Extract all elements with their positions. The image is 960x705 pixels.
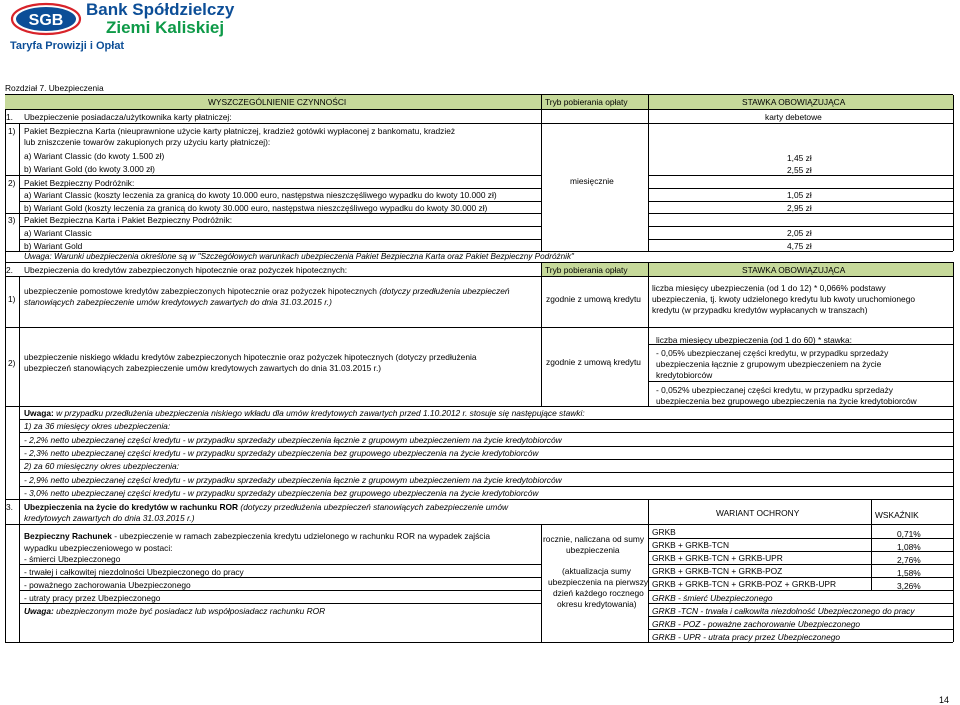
- variant-rate: 2,76%: [897, 555, 921, 565]
- header-col-services: WYSZCZEGÓLNIENIE CZYNNOŚCI: [208, 97, 347, 107]
- s3-note-head: Uwaga:: [24, 606, 54, 616]
- s3-risk3: - poważnego zachorowania Ubezpieczonego: [24, 580, 191, 590]
- s3-col-variant: WARIANT OCHRONY: [716, 508, 800, 518]
- doc-title: Taryfa Prowizji i Opłat: [10, 40, 125, 52]
- s2-r2-num: 2): [8, 358, 16, 368]
- s3-risk1: - śmierci Ubezpieczonego: [24, 554, 121, 564]
- s2-note-2: - 2,2% netto ubezpieczanej części kredytu - w przypadku sprzedaży ubezpieczenia łącznie z grupowym ubezpieczeniem na życie kredytobiorców: [24, 435, 562, 445]
- s2-note-4: 2) za 60 miesięczny okres ubezpieczenia:: [24, 461, 180, 471]
- s1-num: 1.: [6, 112, 13, 122]
- s2-r1-rate3: kredytu (w przypadku kredytów wypłacanych w transzach): [652, 305, 868, 315]
- s2-r1-line1-italic: (dotyczy przedłużenia ubezpieczeń: [379, 286, 510, 296]
- variant-name: GRKB: [652, 527, 676, 537]
- s3-note: [24, 606, 325, 616]
- s1-p2b: b) Wariant Gold (koszty leczenia za granicą do kwoty 30.000 euro, następstwa nieszczęśliwego wypadku do kwoty 30.000 zł): [24, 203, 488, 213]
- s2-r2-mode: zgodnie z umową kredytu: [546, 357, 641, 367]
- s1-p2a-rate: 1,05 zł: [787, 190, 812, 200]
- s1-p3a: a) Wariant Classic: [24, 228, 92, 238]
- s2-title: Ubezpieczenia do kredytów zabezpieczonych hipotecznie oraz pożyczek hipotecznych:: [24, 265, 348, 275]
- s1-p3a-rate: 2,05 zł: [787, 228, 812, 238]
- header-col-rates: STAWKA OBOWIĄZUJĄCA: [742, 97, 846, 107]
- s3-title: [24, 502, 508, 512]
- s1-subhead: karty debetowe: [765, 112, 822, 122]
- s2-r2-head: liczba miesięcy ubezpieczenia (od 1 do 60) * stawka:: [656, 335, 852, 345]
- variant-rate: 1,58%: [897, 568, 921, 578]
- s3-mode-6: okresu kredytowania): [557, 599, 637, 609]
- s3-mode-1: rocznie, naliczana od sumy: [543, 534, 645, 544]
- s2-r2-rate-b1: - 0,052% ubezpieczanej części kredytu, w przypadku sprzedaży: [656, 385, 893, 395]
- s1-p3-num: 3): [8, 215, 16, 225]
- s2-r1-rate1: liczba miesięcy ubezpieczenia (od 1 do 12) * 0,066% podstawy: [652, 283, 886, 293]
- variant-rate: 1,08%: [897, 542, 921, 552]
- s2-note-3: - 2,3% netto ubezpieczanej części kredytu - w przypadku sprzedaży ubezpieczenia bez grupowego ubezpieczenia na życie kredytobiorców: [24, 448, 539, 458]
- s2-r1-num: 1): [8, 294, 16, 304]
- s2-note: [24, 408, 585, 418]
- variant-divider: [648, 538, 953, 539]
- s2-note-5: - 2,9% netto ubezpieczanej części kredytu - w przypadku sprzedaży ubezpieczenia łącznie z grupowym ubezpieczeniem na życie kredytobiorców: [24, 475, 562, 485]
- variant-divider: [648, 577, 953, 578]
- bank-logo: [10, 2, 82, 36]
- variant-name: GRKB + GRKB-TCN + GRKB-POZ: [652, 566, 783, 576]
- bank-name-line2: Ziemi Kaliskiej: [106, 18, 225, 37]
- s3-desc-bold: Bezpieczny Rachunek: [24, 531, 112, 541]
- s1-p2a: a) Wariant Classic (koszty leczenia za granicą do kwoty 10.000 euro, następstwa nieszczęśliwego wypadku do kwoty 10.000 zł): [24, 190, 497, 200]
- s3-title-line2: kredytowych zawartych do dnia 31.03.2015 r.): [24, 513, 195, 523]
- s2-r1-rate2: ubezpieczenia, tj. kwoty udzielonego kredytu lub kwoty uruchomionego: [652, 294, 916, 304]
- s3-mode-4: ubezpieczenia na pierwszy: [548, 577, 649, 587]
- s1-p1a: a) Wariant Classic (do kwoty 1.500 zł): [24, 151, 165, 161]
- s2-r2-line1: ubezpieczenie niskiego wkładu kredytów zabezpieczonych hipotecznie oraz pożyczek hipotecznych (dotyczy przedłużenia: [24, 352, 477, 362]
- variant-divider: [648, 590, 953, 591]
- s2-note-1: 1) za 36 miesięcy okres ubezpieczenia:: [24, 421, 171, 431]
- s2-note-head: Uwaga:: [24, 408, 54, 418]
- s1-p2-num: 2): [8, 178, 16, 188]
- s1-p1b: b) Wariant Gold (do kwoty 3.000 zł): [24, 164, 155, 174]
- s3-legend-2: GRKB -TCN - trwała i całkowita niezdolność Ubezpieczonego do pracy: [652, 606, 915, 616]
- variant-name: GRKB + GRKB-TCN + GRKB-POZ + GRKB-UPR: [652, 579, 837, 589]
- s1-title: Ubezpieczenie posiadacza/użytkownika karty płatniczej:: [24, 112, 232, 122]
- s1-mode: miesięcznie: [570, 176, 614, 186]
- s2-note-6: - 3,0% netto ubezpieczanej części kredytu - w przypadku sprzedaży ubezpieczenia bez grupowego ubezpieczenia na życie kredytobiorców: [24, 488, 539, 498]
- header-col-mode: Tryb pobierania opłaty: [545, 97, 628, 107]
- s3-note-text: ubezpieczonym może być posiadacz lub współposiadacz rachunku ROR: [53, 606, 326, 616]
- s2-note-text: w przypadku przedłużenia ubezpieczenia niskiego wkładu dla umów kredytowych zawartych przed 1.10.2012 r. stosuje się następujące stawki:: [53, 408, 585, 418]
- s2-r2-rate-b2: ubezpieczenia bez grupowego ubezpieczenia na życie kredytobiorców: [656, 396, 917, 406]
- s1-p1-line2: lub zniszczenie towarów zakupionych przy użyciu karty płatniczej):: [24, 137, 271, 147]
- s3-risk2: - trwałej i całkowitej niezdolności Ubezpieczonego do pracy: [24, 567, 244, 577]
- s3-desc: [24, 531, 490, 541]
- variant-divider: [648, 551, 953, 552]
- s2-r1-line1-text: ubezpieczenie pomostowe kredytów zabezpieczonych hipotecznie oraz pożyczek hipotecznych: [24, 286, 380, 296]
- s3-num: 3.: [6, 502, 13, 512]
- s1-p1-num: 1): [8, 126, 16, 136]
- s2-r2-rate-a1: - 0,05% ubezpieczanej części kredytu, w przypadku sprzedaży: [656, 348, 889, 358]
- s3-risk4: - utraty pracy przez Ubezpieczonego: [24, 593, 161, 603]
- variant-name: GRKB + GRKB-TCN: [652, 540, 730, 550]
- s3-title-rest: (dotyczy przedłużenia ubezpieczeń stanowiących zabezpieczenie umów: [238, 502, 509, 512]
- variant-rate: 0,71%: [897, 529, 921, 539]
- page-number: 14: [939, 695, 950, 705]
- s3-desc-rest: - ubezpieczenie w ramach zabezpieczenia kredytu udzielonego w rachunku ROR na wypadek zajścia: [111, 531, 490, 541]
- s3-mode-3: (aktualizacja sumy: [562, 566, 631, 576]
- s3-mode-2: ubezpieczenia: [566, 545, 620, 555]
- s3-mode-5: dzień każdego rocznego: [553, 588, 644, 598]
- s2-r1-line2: stanowiących zabezpieczenie umów kredytowych zawartych do dnia 31.03.2015 r.): [24, 297, 332, 307]
- s1-p1b-rate: 2,55 zł: [787, 165, 812, 175]
- s2-r2-line2: ubezpieczeń stanowiących zabezpieczenie umów kredytowych zawartych do dnia 31.03.2015 r.): [24, 363, 382, 373]
- s1-p1-line1: Pakiet Bezpieczna Karta (nieuprawnione użycie karty płatniczej, kradzież gotówki wypłaconej z bankomatu, kradzież: [24, 126, 456, 136]
- logo-text: SGB: [28, 12, 64, 29]
- s1-p3b: b) Wariant Gold: [24, 241, 83, 251]
- bank-name-line1: Bank Spółdzielczy: [86, 0, 235, 19]
- s2-col-rate: STAWKA OBOWIĄZUJĄCA: [742, 265, 846, 275]
- s2-r1-mode: zgodnie z umową kredytu: [546, 294, 641, 304]
- s3-legend-4: GRKB - UPR - utrata pracy przez Ubezpieczonego: [652, 632, 841, 642]
- s1-p1a-rate: 1,45 zł: [787, 153, 812, 163]
- s1-p3b-rate: 4,75 zł: [787, 241, 812, 251]
- s1-note: Uwaga: Warunki ubezpieczenia określone są w "Szczegółowych warunkach ubezpieczenia Pakiet Bezpieczna Karta oraz Pakiet Bezpieczny Podróżnik": [24, 252, 574, 261]
- variant-rate: 3,26%: [897, 581, 921, 591]
- s3-col-rate: WSKAŹNIK: [875, 510, 919, 520]
- variant-divider: [648, 564, 953, 565]
- s2-r2-rate-a3: kredytobiorców: [656, 370, 713, 380]
- variant-name: GRKB + GRKB-TCN + GRKB-UPR: [652, 553, 783, 563]
- s1-p2: Pakiet Bezpieczny Podróżnik:: [24, 178, 135, 188]
- s2-col-mode: Tryb pobierania opłaty: [545, 265, 628, 275]
- s3-legend-3: GRKB - POZ - poważne zachorowanie Ubezpieczonego: [652, 619, 861, 629]
- logo-icon: [10, 2, 82, 36]
- chapter-title: Rozdział 7. Ubezpieczenia: [5, 83, 104, 93]
- s3-legend-1: GRKB - śmierć Ubezpieczonego: [652, 593, 773, 603]
- s1-p3: Pakiet Bezpieczna Karta i Pakiet Bezpieczny Podróżnik:: [24, 215, 233, 225]
- s2-r1-line1: [24, 286, 510, 296]
- s2-num: 2.: [6, 265, 13, 275]
- s1-p2b-rate: 2,95 zł: [787, 203, 812, 213]
- s3-title-bold: Ubezpieczenia na życie do kredytów w rachunku ROR: [24, 502, 239, 512]
- s3-desc-line2: wypadku ubezpieczeniowego w postaci:: [24, 543, 173, 553]
- s2-r2-rate-a2: ubezpieczenia łącznie z grupowym ubezpieczeniem na życie: [656, 359, 882, 369]
